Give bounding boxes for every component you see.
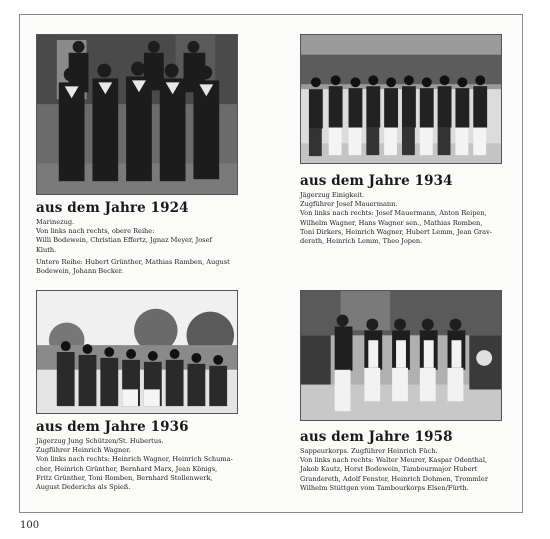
heading-1958: aus dem Jahre 1958 bbox=[300, 429, 453, 445]
photo-1934 bbox=[300, 34, 502, 164]
caption-line: Jägerzug Jung Schützen/St. Hubertus. bbox=[36, 437, 164, 445]
page-number: 100 bbox=[20, 520, 40, 531]
caption-1936 bbox=[36, 437, 233, 492]
caption-line: Fritz Grünther, Toni Romben, Bernhard Stollenwerk, bbox=[36, 473, 213, 482]
photo-1936 bbox=[36, 290, 238, 414]
caption-line: Von links nach rechts, obere Reihe: bbox=[36, 227, 155, 236]
caption-line: Zugführer Heinrich Wagner. bbox=[36, 446, 131, 455]
caption-line: Willi Bodewein, Christian Effertz, Jgnaz Meyer, Josef bbox=[36, 236, 212, 245]
heading-1924: aus dem Jahre 1924 bbox=[36, 200, 189, 216]
caption-1958 bbox=[300, 447, 488, 493]
caption-line: Marinezug. bbox=[36, 218, 75, 226]
caption-line: Von links nach rechts: Josef Mauermann, Anton Reipen, bbox=[300, 209, 487, 218]
caption-line: Wilhelm Wagner, Hans Wagner sen., Mathias Romben, bbox=[300, 218, 483, 227]
caption-line: Zugführer Josef Mauermann. bbox=[300, 200, 398, 209]
caption-line: Von links nach rechts: Walter Meurer, Kaspar Odenthal, bbox=[300, 456, 488, 465]
photo-1958 bbox=[300, 290, 502, 421]
caption-1934 bbox=[300, 191, 492, 246]
caption-line: August Dederichs als Spieß. bbox=[36, 483, 131, 492]
caption-line: Kluth. bbox=[36, 245, 57, 254]
caption-line: Grandereth, Adolf Fenster, Heinrich Dohmen, Trommler bbox=[300, 474, 488, 483]
photo-1924 bbox=[36, 34, 238, 195]
caption-line: Untere Reihe: Hubert Grünther, Mathias Ramben, August bbox=[36, 257, 230, 266]
caption-line: Jägerzug Einigkeit. bbox=[300, 191, 365, 199]
heading-1936: aus dem Jahre 1936 bbox=[36, 419, 189, 435]
caption-1924 bbox=[36, 218, 230, 276]
caption-line: Sappeurkorps. Zugführer Heinrich Füch. bbox=[300, 447, 438, 455]
caption-line: Jakob Kautz, Horst Bodewein, Tambourmajor Hubert bbox=[300, 465, 478, 474]
caption-line: Wilhelm Stüttgen vom Tambourkorps Elsen/Fürth. bbox=[300, 483, 469, 492]
caption-line: Bodewein, Johann Becker. bbox=[36, 267, 124, 276]
caption-line: derath, Heinrich Lemm, Theo Jopen. bbox=[300, 237, 423, 246]
caption-line: cher, Heinrich Grünther, Bernhard Marx, Jean Königs, bbox=[36, 464, 218, 473]
caption-line: Von links nach rechts: Heinrich Wagner, Heinrich Schuma- bbox=[36, 455, 233, 464]
caption-line: Toni Dirkers, Heinrich Wagner, Hubert Lemm, Jean Grav- bbox=[300, 227, 493, 236]
heading-1934: aus dem Jahre 1934 bbox=[300, 173, 453, 189]
